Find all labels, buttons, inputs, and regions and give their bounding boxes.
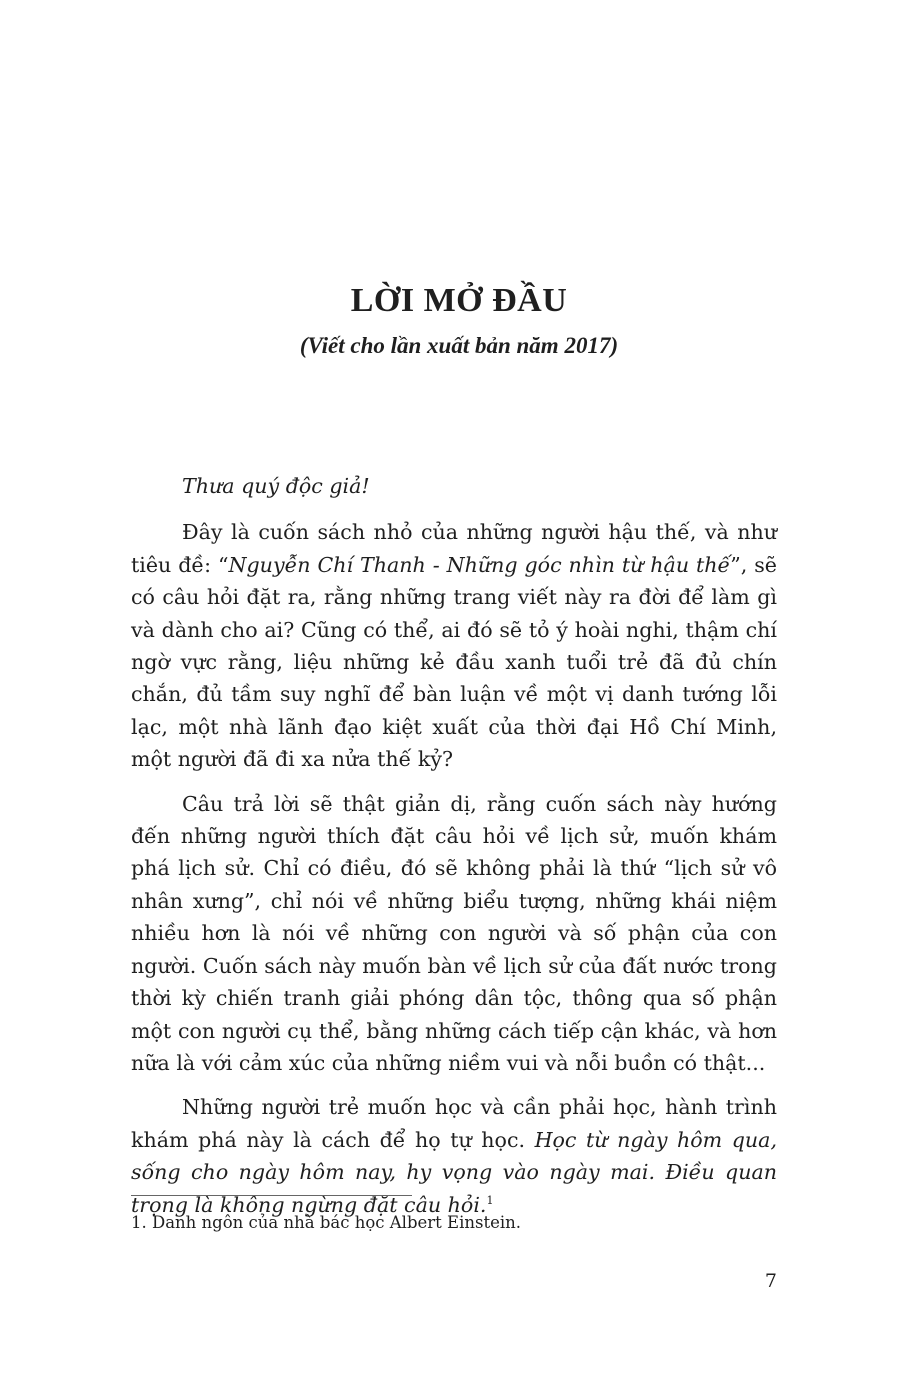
paragraph-3-text: Những người trẻ muốn học và cần phải học, hành trình khám phá này là cách để họ tự học.	[131, 1095, 777, 1152]
footnote: 1. Danh ngôn của nhà bác học Albert Einstein.	[131, 1213, 522, 1232]
paragraph-1	[131, 516, 777, 775]
body-text	[131, 470, 777, 1233]
paragraph-1-text: Đây là cuốn sách nhỏ của những người hậu thế, và như tiêu đề: “	[131, 520, 777, 577]
quote-italic: Học từ ngày hôm qua, sống cho ngày hôm nay, hy vọng vào ngày mai. Điều quan trọng là không ngừng đặt câu hỏi.	[131, 1127, 777, 1217]
footnote-divider	[131, 1195, 412, 1196]
page-number: 7	[764, 1270, 777, 1292]
chapter-title: LỜI MỞ ĐẦU	[350, 282, 568, 319]
footnote-ref[interactable]: 1	[486, 1193, 494, 1207]
book-title-italic: Nguyễn Chí Thanh - Những góc nhìn từ hậu thế	[228, 552, 731, 577]
paragraph-1-text-cont: ”, sẽ có câu hỏi đặt ra, rằng những trang viết này ra đời để làm gì và dành cho ai? Cũng có thể, ai đó sẽ tỏ ý hoài nghi, thậm chí ngờ vực rằng, liệu những kẻ đầu xanh tuổi trẻ đã đủ chín chắn, đủ tầm suy nghĩ để bàn luận về một vị danh tướng lỗi lạc, một nhà lãnh đạo kiệt xuất của thời đại Hồ Chí Minh, một người đã đi xa nửa thế kỷ?	[131, 552, 777, 772]
paragraph-2: Câu trả lời sẽ thật giản dị, rằng cuốn sách này hướng đến những người thích đặt câu hỏi về lịch sử, muốn khám phá lịch sử. Chỉ có điều, đó sẽ không phải là thứ “lịch sử vô nhân xưng”, chỉ nói về những biểu tượng, những khái niệm nhiều hơn là nói về những con người và số phận của con người. Cuốn sách này muốn bàn về lịch sử của đất nước trong thời kỳ chiến tranh giải phóng dân tộc, thông qua số phận một con người cụ thể, bằng những cách tiếp cận khác, và hơn nữa là với cảm xúc của những niềm vui và nỗi buồn có thật...	[131, 791, 777, 1075]
greeting: Thưa quý độc giả!	[182, 474, 370, 498]
chapter-subtitle: (Viết cho lần xuất bản năm 2017)	[299, 333, 619, 358]
paragraph-3	[131, 1091, 777, 1221]
